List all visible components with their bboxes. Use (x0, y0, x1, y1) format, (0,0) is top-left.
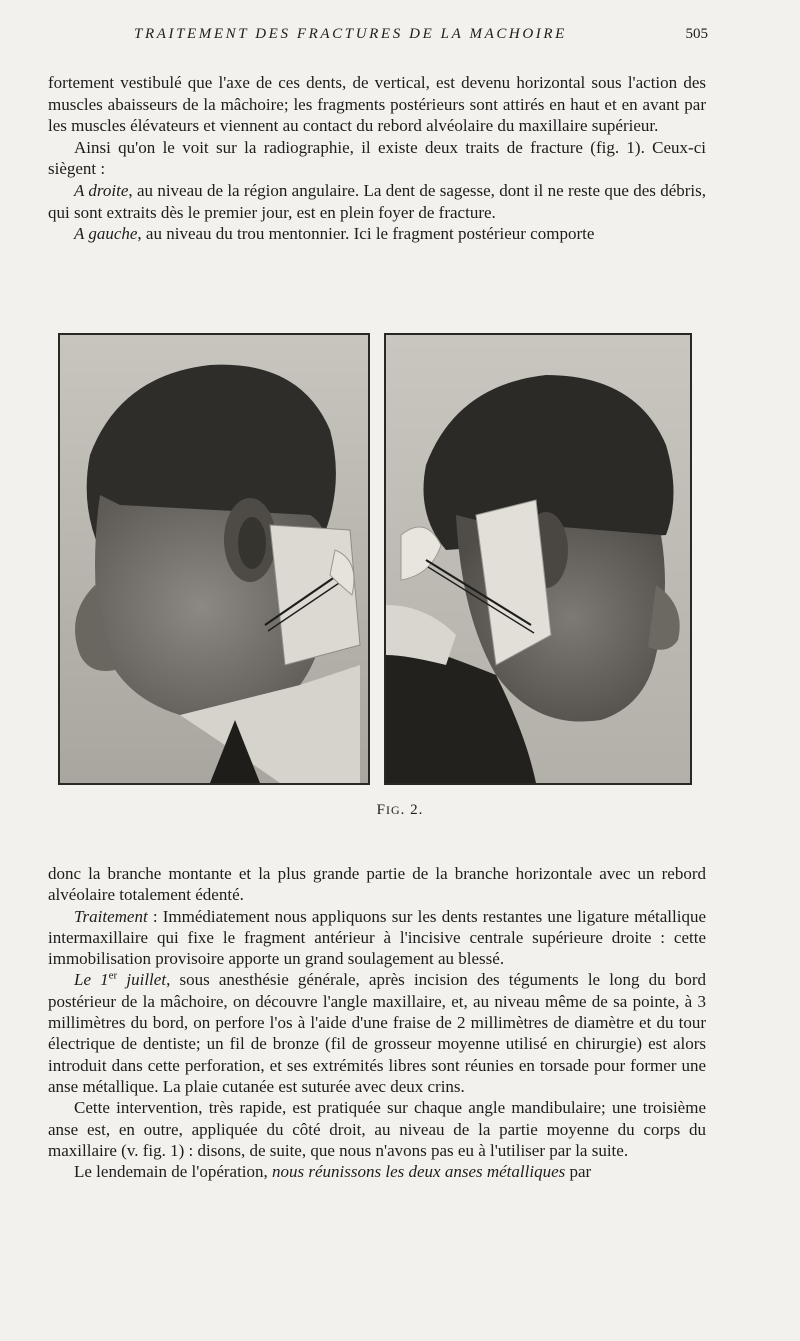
paragraph-intervention: Cette intervention, très rapide, est pratiquée sur chaque angle mandibulaire; une troisième anse est, en outre, appliquée du côté droit, au niveau de la partie moyenne du corps du maxillaire (v. fig. 1) : disons, de suite, que nous n'avons pas eu à l'utiliser par la suite. (48, 1098, 706, 1160)
paragraph-next-day (48, 1161, 706, 1182)
caption-smallcaps: IG (385, 803, 401, 817)
paragraph-treatment (48, 906, 706, 970)
patient-left-profile-image (60, 335, 368, 783)
running-title: TRAITEMENT DES FRACTURES DE LA MACHOIRE (134, 26, 567, 42)
patient-right-profile-image (386, 335, 690, 783)
figure-2 (58, 333, 694, 783)
caption-prefix: F (376, 802, 386, 818)
next-day-start: Le lendemain de l'opération, (74, 1162, 273, 1182)
july-number: 1 (100, 970, 109, 990)
paragraph-radiography: Ainsi qu'on le voit sur la radiographie, il existe deux traits de fracture (fig. 1). Ceux-ci siègent : (48, 137, 706, 179)
right-side-lead: A droite (74, 180, 129, 200)
top-text-block (48, 72, 706, 245)
paragraph-july (48, 969, 706, 1097)
july-superscript: er (108, 969, 118, 982)
july-text: , sous anesthésie générale, après incision des téguments le long du bord postérieur de la mâchoire, on découvre l'angle maxillaire, et, au niveau même de sa pointe, à 3 millimètres du bord, on perfore l'os à l'aide d'une fraise de 2 millimètres de diamètre et du tour électrique de dentiste; un fil de bronze (fil de grosseur moyenne utilisé en chirurgie) est alors introduit dans cette perforation, et ses extrémités libres sont réunies en torsade pour former une anse métallique. La plaie cutanée est suturée avec deux crins. (48, 970, 706, 1096)
photo-left-profile (58, 333, 370, 785)
page-number: 505 (685, 26, 708, 42)
paragraph-continuation: fortement vestibulé que l'axe de ces dents, de vertical, est devenu horizontal sous l'action des muscles abaisseurs de la mâchoire; les fragments postérieurs sont attirés en haut et en avant par les muscles élévateurs et viennent au contact du rebord alvéolaire du maxillaire supérieur. (48, 73, 706, 136)
treatment-text: : Immédiatement nous appliquons sur les dents restantes une ligature métallique intermaxillaire qui fixe le fragment antérieur à l'incisive centrale supérieure droite : cette immobilisation provisoire apporte un grand soulagement au blessé. (48, 906, 706, 969)
paragraph-left-side (48, 223, 706, 245)
right-side-text: , au niveau de la région angulaire. La dent de sagesse, dont il ne reste que des débris, qui sont extraits dès le premier jour, est en plein foyer de fracture. (48, 180, 706, 222)
left-side-lead: A gauche (74, 224, 138, 244)
bottom-text-block (48, 863, 706, 1182)
caption-number: . 2. (400, 802, 424, 818)
next-day-italic: nous réunissons les deux anses métalliques (272, 1162, 566, 1182)
july-le: Le (74, 970, 101, 990)
left-side-text: , au niveau du trou mentonnier. Ici le fragment postérieur comporte (137, 224, 595, 244)
treatment-lead: Traitement (74, 906, 148, 926)
july-month: juillet (117, 970, 167, 990)
paragraph-branch: donc la branche montante et la plus grande partie de la branche horizontale avec un rebord alvéolaire totalement édenté. (48, 864, 706, 905)
running-head (48, 26, 708, 50)
paragraph-right-side (48, 180, 706, 223)
figure-caption (0, 802, 800, 819)
next-day-end: par (565, 1162, 592, 1182)
photo-right-profile (384, 333, 692, 785)
